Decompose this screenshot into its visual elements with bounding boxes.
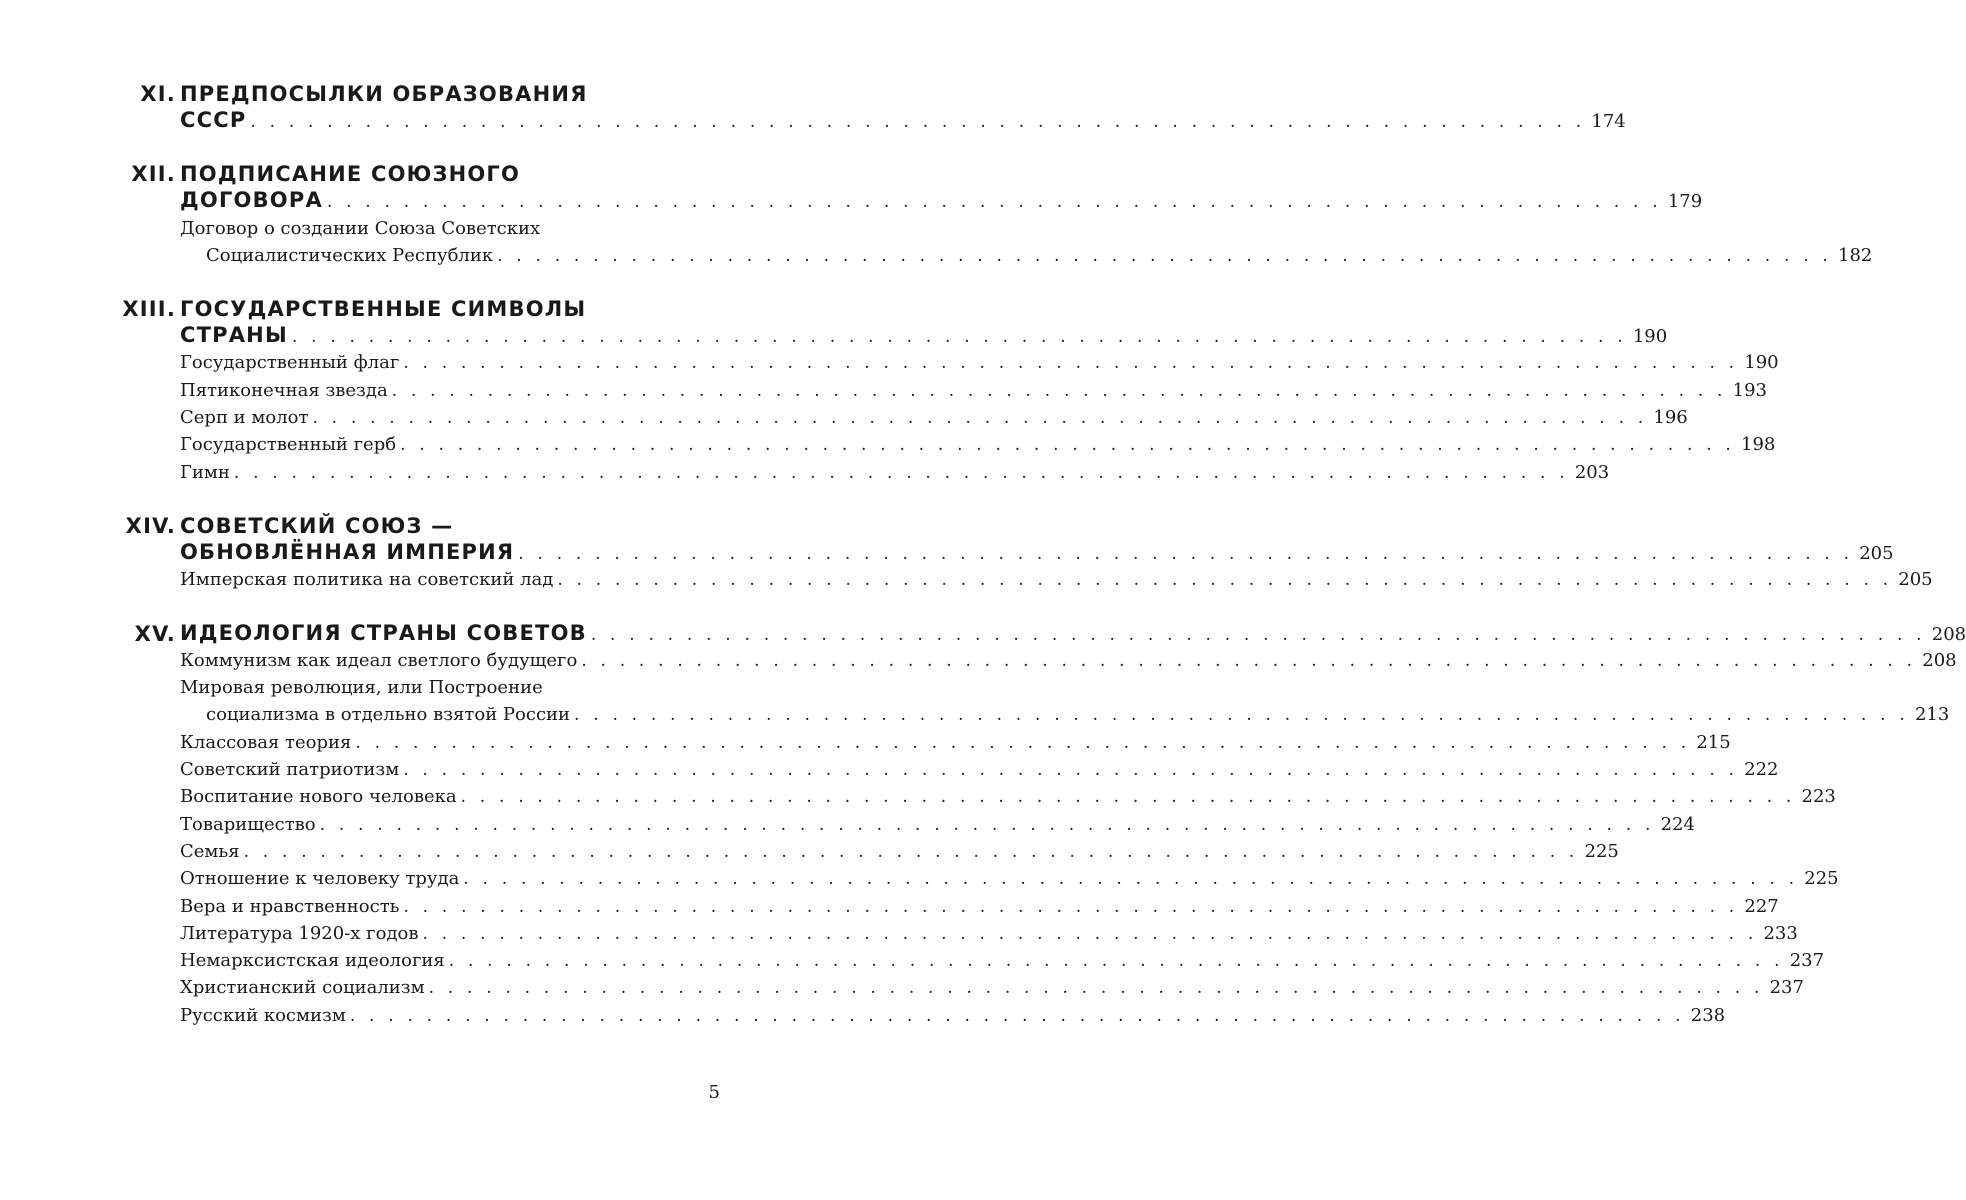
toc-item-text: Отношение к человеку труда: [180, 868, 460, 890]
page-ref: 205: [1859, 542, 1894, 564]
dot-leader: . . . . . . . . . . . . . . . . . . . . . . . . . . . . . . . . . . . . . . . . . . . . . . . . . . . . . . . . . . . . . . . . . . . . . .: [403, 353, 1739, 374]
toc-item-text: Христианский социализм: [180, 977, 425, 999]
toc-item[interactable]: [180, 404, 1688, 431]
dot-leader: . . . . . . . . . . . . . . . . . . . . . . . . . . . . . . . . . . . . . . . . . . . . . . . . . . . . . . . . . . . . . . . . . . . . . .: [391, 380, 1727, 401]
page-ref: 208: [1931, 623, 1966, 645]
toc-item-text: Классовая теория: [180, 731, 352, 753]
chapter-title-line: ПОДПИСАНИЕ СОЮЗНОГО: [180, 162, 521, 187]
page-ref: 203: [1574, 461, 1610, 483]
page-ref: 182: [1838, 244, 1873, 266]
toc-item[interactable]: [180, 920, 1798, 947]
chapter-title-text: СССР: [180, 108, 247, 132]
chapter-heading[interactable]: [0, 620, 1966, 647]
chapter-number: XI.: [140, 82, 176, 106]
toc-item[interactable]: [180, 838, 1619, 865]
toc-item-text: Советский патриотизм: [180, 759, 400, 781]
dot-leader: . . . . . . . . . . . . . . . . . . . . . . . . . . . . . . . . . . . . . . . . . . . . . . . . . . . . . . . . . . . . . . . . . . . . . .: [518, 543, 1854, 564]
chapter-heading[interactable]: [0, 80, 1626, 134]
chapter-number: XV.: [134, 621, 176, 646]
toc-item[interactable]: [180, 647, 1957, 674]
toc-item-text: Имперская политика на советский лад: [180, 569, 554, 591]
dot-leader: . . . . . . . . . . . . . . . . . . . . . . . . . . . . . . . . . . . . . . . . . . . . . . . . . . . . . . . . . . . . . . . . . . . . . .: [428, 978, 1764, 999]
toc-item-text: социализма в отдельно взятой России: [206, 704, 571, 726]
dot-leader: . . . . . . . . . . . . . . . . . . . . . . . . . . . . . . . . . . . . . . . . . . . . . . . . . . . . . . . . . . . . . . . . . . . . . .: [400, 435, 1736, 456]
toc-item-text: Товарищество: [180, 813, 316, 835]
toc-item-text: Немарксистская идеология: [180, 950, 445, 972]
toc-item[interactable]: [0, 215, 1873, 270]
dot-leader: . . . . . . . . . . . . . . . . . . . . . . . . . . . . . . . . . . . . . . . . . . . . . . . . . . . . . . . . . . . . . . . . . . . . . .: [355, 732, 1691, 753]
page-ref: 224: [1660, 813, 1695, 835]
dot-leader: . . . . . . . . . . . . . . . . . . . . . . . . . . . . . . . . . . . . . . . . . . . . . . . . . . . . . . . . . . . . . . . . . . . . . .: [243, 841, 1579, 862]
page-ref: 205: [1898, 569, 1933, 591]
dot-leader: . . . . . . . . . . . . . . . . . . . . . . . . . . . . . . . . . . . . . . . . . . . . . . . . . . . . . . . . . . . . . . . . . . . . . .: [312, 408, 1648, 429]
toc-item[interactable]: [180, 756, 1779, 783]
dot-leader: . . . . . . . . . . . . . . . . . . . . . . . . . . . . . . . . . . . . . . . . . . . . . . . . . . . . . . . . . . . . . . . . . . . . . .: [422, 923, 1758, 944]
page-ref: 237: [1769, 977, 1804, 999]
chapter-heading[interactable]: [0, 160, 1703, 214]
chapter-title-entry: [180, 107, 1626, 134]
toc-chapter: [0, 512, 1933, 594]
page-ref: 190: [1632, 326, 1668, 348]
dot-leader: . . . . . . . . . . . . . . . . . . . . . . . . . . . . . . . . . . . . . . . . . . . . . . . . . . . . . . . . . . . . . . . . . . . . . .: [590, 624, 1926, 645]
toc-chapter: [0, 620, 1966, 1029]
toc-item-text: Литература 1920-х годов: [180, 922, 419, 944]
toc-item-text: Гимн: [180, 461, 230, 483]
toc-item[interactable]: [180, 1002, 1726, 1029]
dot-leader: . . . . . . . . . . . . . . . . . . . . . . . . . . . . . . . . . . . . . . . . . . . . . . . . . . . . . . . . . . . . . . . . . . . . . .: [349, 1005, 1685, 1026]
chapter-number: XIV.: [125, 513, 176, 538]
toc-item-entry: [206, 242, 1873, 269]
chapter-title-text: ОБНОВЛЁННАЯ ИМПЕРИЯ: [180, 539, 515, 564]
dot-leader: . . . . . . . . . . . . . . . . . . . . . . . . . . . . . . . . . . . . . . . . . . . . . . . . . . . . . . . . . . . . . . . . . . . . . .: [581, 650, 1917, 671]
toc-item-line: Мировая революция, или Построение: [180, 677, 543, 699]
toc-item-text: Пятиконечная звезда: [180, 379, 388, 401]
toc-item[interactable]: [180, 729, 1731, 756]
page-ref: 213: [1914, 704, 1950, 726]
chapter-title-line: СОВЕТСКИЙ СОЮЗ —: [180, 513, 454, 538]
toc-item[interactable]: [180, 459, 1610, 486]
dot-leader: . . . . . . . . . . . . . . . . . . . . . . . . . . . . . . . . . . . . . . . . . . . . . . . . . . . . . . . . . . . . . . . . . . . . . .: [460, 787, 1796, 808]
page-ref: 225: [1584, 840, 1619, 862]
page-ref: 237: [1789, 950, 1825, 972]
dot-leader: . . . . . . . . . . . . . . . . . . . . . . . . . . . . . . . . . . . . . . . . . . . . . . . . . . . . . . . . . . . . . . . . . . . . . .: [326, 192, 1662, 213]
toc-item-text: Вера и нравственность: [180, 895, 400, 917]
chapter-title-entry: [180, 187, 1703, 214]
chapter-title-text: СТРАНЫ: [180, 323, 288, 348]
page-ref: 198: [1741, 434, 1776, 456]
toc-item-text: Социалистических Республик: [206, 244, 494, 266]
toc-chapter: [0, 295, 1779, 486]
toc-item[interactable]: [180, 974, 1804, 1001]
chapter-title-line: ГОСУДАРСТВЕННЫЕ СИМВОЛЫ: [180, 297, 587, 322]
chapter-number: XII.: [131, 162, 176, 187]
toc-chapter: [0, 80, 1626, 134]
toc-item-line: Договор о создании Союза Советских: [180, 217, 541, 239]
page-ref: 193: [1732, 379, 1767, 401]
dot-leader: . . . . . . . . . . . . . . . . . . . . . . . . . . . . . . . . . . . . . . . . . . . . . . . . . . . . . . . . . . . . . . . . . . . . . .: [557, 570, 1893, 591]
page-ref: 174: [1591, 111, 1626, 132]
page-ref: 238: [1690, 1004, 1726, 1026]
toc-item-text: Государственный герб: [180, 434, 397, 456]
dot-leader: . . . . . . . . . . . . . . . . . . . . . . . . . . . . . . . . . . . . . . . . . . . . . . . . . . . . . . . . . . . . . . . . . . . . . .: [574, 705, 1909, 726]
toc-item[interactable]: [180, 566, 1933, 593]
toc-item[interactable]: [180, 783, 1836, 810]
toc-item[interactable]: [180, 893, 1779, 920]
page-ref: 196: [1653, 407, 1688, 429]
dot-leader: . . . . . . . . . . . . . . . . . . . . . . . . . . . . . . . . . . . . . . . . . . . . . . . . . . . . . . . . . . . . . . . . . . . . . .: [291, 327, 1627, 348]
chapter-title-entry: [180, 539, 1894, 566]
toc-item[interactable]: [0, 674, 1950, 729]
toc-item[interactable]: [180, 377, 1767, 404]
page-ref: 215: [1696, 731, 1731, 753]
chapter-title-entry: [180, 620, 1966, 647]
page-ref: 223: [1801, 786, 1836, 808]
dot-leader: . . . . . . . . . . . . . . . . . . . . . . . . . . . . . . . . . . . . . . . . . . . . . . . . . . . . . . . . . . . . . . . . . . . . . .: [463, 869, 1799, 890]
toc-item-text: Русский космизм: [180, 1004, 346, 1026]
dot-leader: . . . . . . . . . . . . . . . . . . . . . . . . . . . . . . . . . . . . . . . . . . . . . . . . . . . . . . . . . . . . . . . . . . . . . .: [403, 760, 1739, 781]
dot-leader: . . . . . . . . . . . . . . . . . . . . . . . . . . . . . . . . . . . . . . . . . . . . . . . . . . . . . . . . . . . . . . . . . . . . . .: [448, 951, 1784, 972]
toc-item-text: Воспитание нового человека: [180, 786, 457, 808]
chapter-heading[interactable]: [0, 512, 1894, 566]
chapter-title-entry: [180, 322, 1668, 349]
toc-item-text: Серп и молот: [180, 407, 309, 429]
toc-item[interactable]: [180, 865, 1839, 892]
page-ref: 179: [1667, 191, 1703, 213]
chapter-title-text: ДОГОВОРА: [180, 188, 323, 213]
page-ref: 225: [1804, 868, 1839, 890]
toc-item[interactable]: [180, 811, 1695, 838]
dot-leader: . . . . . . . . . . . . . . . . . . . . . . . . . . . . . . . . . . . . . . . . . . . . . . . . . . . . . . . . . . . . . . . . . . . . . .: [233, 462, 1569, 483]
chapter-heading[interactable]: [0, 295, 1668, 349]
chapter-number: XIII.: [122, 297, 176, 322]
toc-item-entry: [206, 701, 1950, 728]
toc-chapter: [0, 160, 1873, 269]
toc-item[interactable]: [180, 947, 1825, 974]
toc-item[interactable]: [180, 431, 1776, 458]
dot-leader: . . . . . . . . . . . . . . . . . . . . . . . . . . . . . . . . . . . . . . . . . . . . . . . . . . . . . . . . . . . . . . . . . . . . . .: [319, 814, 1655, 835]
table-of-contents: [0, 80, 1966, 1055]
page-ref: 208: [1922, 649, 1957, 671]
dot-leader: . . . . . . . . . . . . . . . . . . . . . . . . . . . . . . . . . . . . . . . . . . . . . . . . . . . . . . . . . . . . . . . . . . . . . .: [403, 896, 1739, 917]
page-number: 5: [708, 1082, 720, 1103]
page-ref: 233: [1763, 922, 1798, 944]
toc-item-text: Государственный флаг: [180, 352, 400, 374]
toc-item-text: Коммунизм как идеал светлого будущего: [180, 649, 578, 671]
dot-leader: . . . . . . . . . . . . . . . . . . . . . . . . . . . . . . . . . . . . . . . . . . . . . . . . . . . . . . . . . . . . . . . . . . . . . .: [497, 245, 1833, 266]
toc-item-text: Семья: [180, 840, 240, 862]
chapter-title-line: ПРЕДПОСЫЛКИ ОБРАЗОВАНИЯ: [180, 82, 588, 106]
page-ref: 222: [1744, 759, 1779, 781]
dot-leader: . . . . . . . . . . . . . . . . . . . . . . . . . . . . . . . . . . . . . . . . . . . . . . . . . . . . . . . . . . . . . . . . . . . . . .: [250, 112, 1586, 132]
toc-item[interactable]: [180, 349, 1779, 376]
page-ref: 227: [1744, 895, 1779, 917]
chapter-title-text: ИДЕОЛОГИЯ СТРАНЫ СОВЕТОВ: [180, 620, 587, 645]
page-ref: 190: [1744, 352, 1779, 374]
